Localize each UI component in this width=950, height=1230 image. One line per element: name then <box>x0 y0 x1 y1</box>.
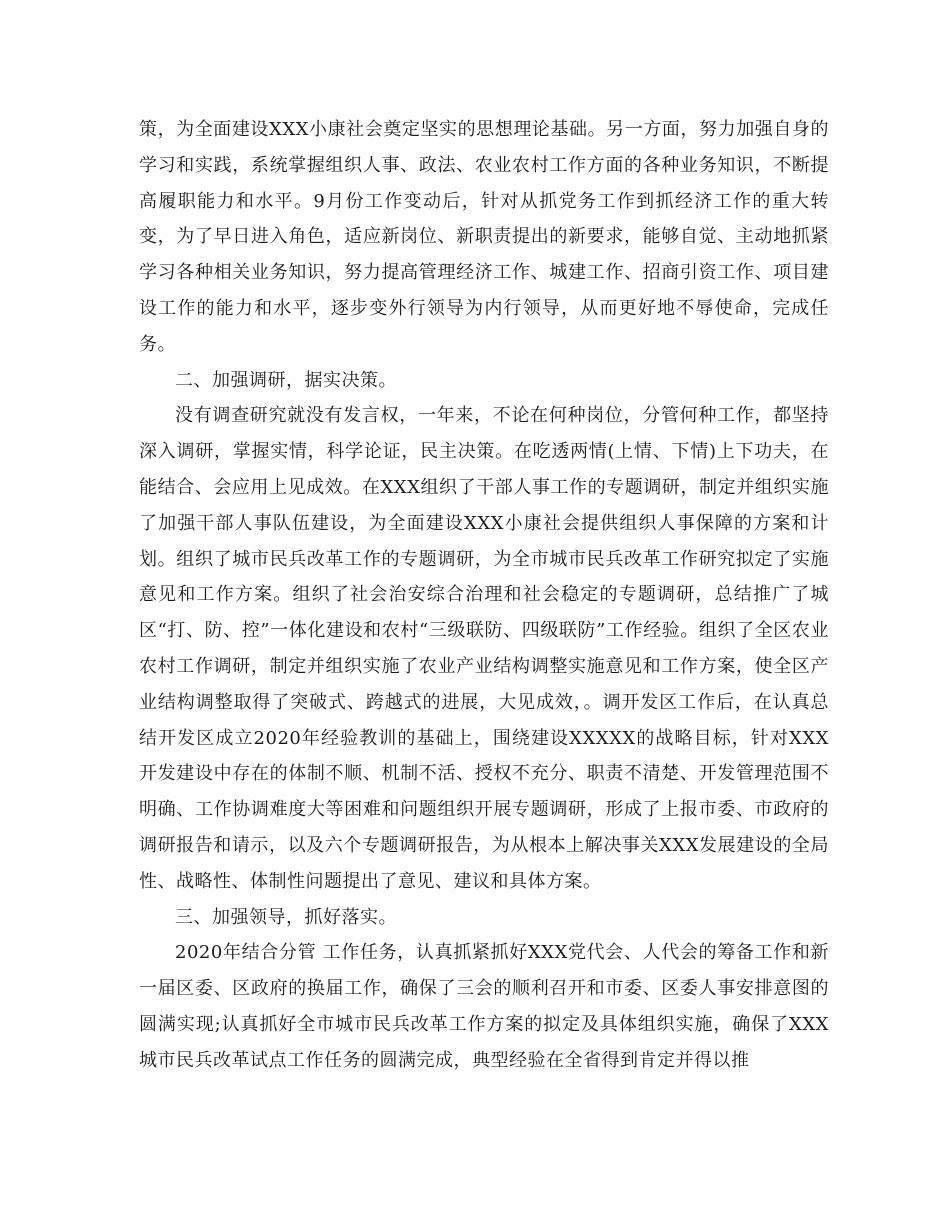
paragraph-continuation: 策，为全面建设XXX小康社会奠定坚实的思想理论基础。另一方面，努力加强自身的学习和实践，系统掌握组织人事、政法、农业农村工作方面的各种业务知识，不断提高履职能力和水平。9月份工作变动后，针对从抓党务工作到抓经济工作的重大转变，为了早日进入角色，适应新岗位、新职责提出的新要求，能够自觉、主动地抓紧学习各种相关业务知识，努力提高管理经济工作、城建工作、招商引资工作、项目建设工作的能力和水平，逐步变外行领导为内行领导，从而更好地不辱使命，完成任务。 <box>139 119 829 355</box>
section-heading-3: 三、加强领导，抓好落实。 <box>175 906 397 928</box>
document-body <box>139 112 829 1079</box>
paragraph-implementation: 2020年结合分管 工作任务，认真抓紧抓好XXX党代会、人代会的筹备工作和新一届区委、区政府的换届工作，确保了三会的顺利召开和市委、区委人事安排意图的圆满实现;认真抓好全市城市民兵改革工作方案的拟定及具体组织实施，确保了XXX城市民兵改革试点工作任务的圆满完成，典型经验在全省得到肯定并得以推 <box>139 942 829 1071</box>
section-heading-2: 二、加强调研，据实决策。 <box>175 369 397 391</box>
paragraph-research: 没有调查研究就没有发言权，一年来，不论在何种岗位，分管何种工作，都坚持深入调研，掌握实情，科学论证，民主决策。在吃透两情(上情、下情)上下功夫，在能结合、会应用上见成效。在XXX组织了干部人事工作的专题调研，制定并组织实施了加强干部人事队伍建设，为全面建设XXX小康社会提供组织人事保障的方案和计划。组织了城市民兵改革工作的专题调研，为全市城市民兵改革工作研究拟定了实施意见和工作方案。组织了社会治安综合治理和社会稳定的专题调研，总结推广了城区“打、防、控”一体化建设和农村“三级联防、四级联防”工作经验。组织了全区农业农村工作调研，制定并组织实施了农业产业结构调整实施意见和工作方案，使全区产业结构调整取得了突破式、跨越式的进展，大见成效，。调开发区工作后，在认真总结开发区成立2020年经验教训的基础上，围绕建设XXXXX的战略目标，针对XXX开发建设中存在的体制不顺、机制不活、授权不充分、职责不清楚、开发管理范围不明确、工作协调难度大等困难和问题组织开展专题调研，形成了上报市委、市政府的调研报告和请示，以及六个专题调研报告，为从根本上解决事关XXX发展建设的全局性、战略性、体制性问题提出了意见、建议和具体方案。 <box>139 405 829 892</box>
